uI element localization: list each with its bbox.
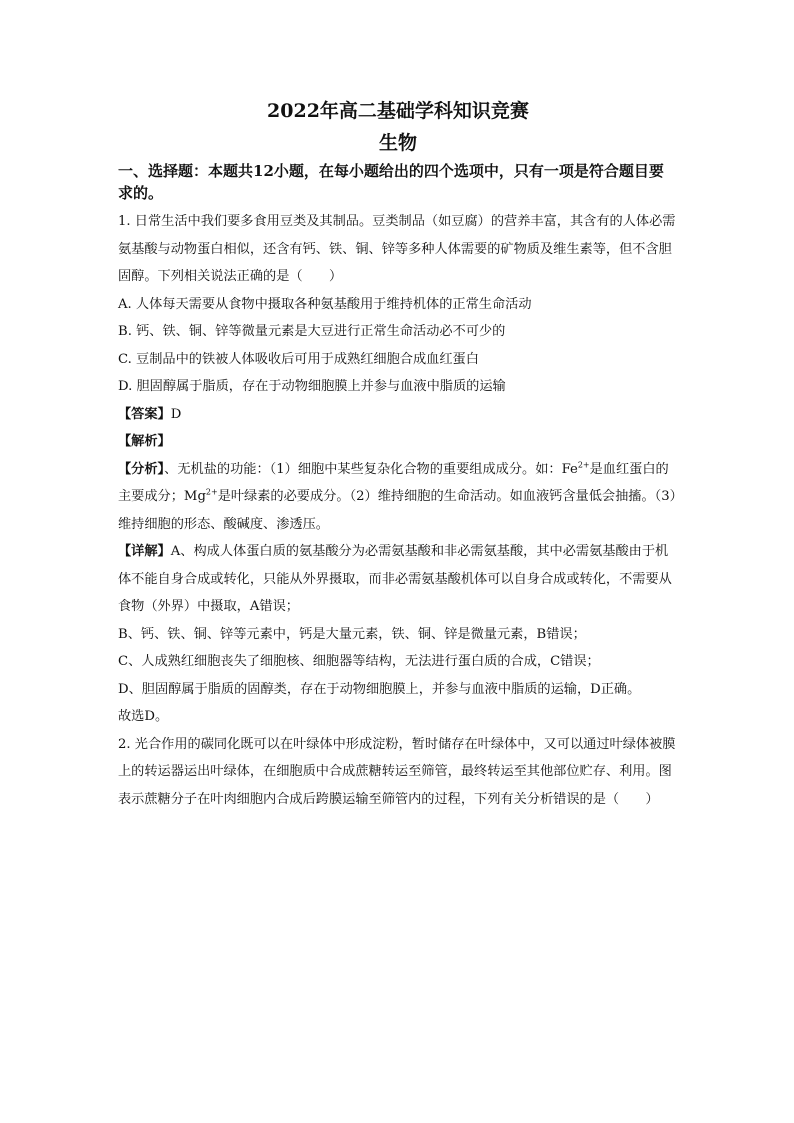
mg-charge: 2+ (205, 487, 218, 497)
fenxi-text-a: 、无机盐的功能：（1）细胞中某些复杂化合物的重要组成成分。如：Fe (164, 461, 578, 477)
fe-charge: 2+ (577, 460, 590, 470)
question-1-option-b: B. 钙、铁、铜、锌等微量元素是大豆进行正常生命活动必不可少的 (118, 324, 506, 339)
fenxi-text-c: 是叶绿素的必要成分。（2）维持细胞的生命活动。如血液钙含量低会抽搐。（3）维持细胞的形态、酸碱度、渗透压。 (118, 489, 677, 532)
detail-b: B、钙、铁、铜、锌等元素中，钙是大量元素，铁、铜、锌是微量元素，B错误； (118, 626, 586, 642)
detail-d: D、胆固醇属于脂质的固醇类，存在于动物细胞膜上，并参与血液中脂质的运输，D正确。 (118, 681, 641, 697)
question-2-stem: 2. 光合作用的碳同化既可以在叶绿体中形成淀粉，暂时储存在叶绿体中，又可以通过叶绿体被膜上的转运器运出叶绿体，在细胞质中合成蔗糖转运至筛管，最终转运至其他部位贮存、利用。图表示蔗糖分子在叶肉细胞内合成后跨膜运输至筛管内的过程，下列有关分析错误的是（ ） (118, 736, 676, 807)
xiangjie-paragraph (118, 538, 678, 621)
fenxi-label: 【分析】 (118, 461, 165, 477)
question-1-option-d: D. 胆固醇属于脂质，存在于动物细胞膜上并参与血液中脂质的运输 (118, 379, 506, 394)
subject-title: 生物 (378, 132, 417, 154)
fenxi-paragraph (118, 456, 678, 539)
conclusion: 故选D。 (118, 709, 169, 724)
answer-value: D (170, 406, 182, 422)
analysis-label: 【解析】 (118, 434, 171, 449)
document-page (118, 98, 678, 813)
answer-line (118, 401, 678, 429)
question-1-option-a: A. 人体每天需要从食物中摄取各种氨基酸用于维持机体的正常生命活动 (118, 296, 532, 312)
question-1-option-c: C. 豆制品中的铁被人体吸收后可用于成熟红细胞合成血红蛋白 (118, 351, 479, 367)
xiangjie-label: 【详解】 (118, 544, 171, 559)
xiangjie-text: A、构成人体蛋白质的氨基酸分为必需氨基酸和非必需氨基酸，其中必需氨基酸由于机体不能自身合成或转化，只能从外界摄取，而非必需氨基酸机体可以自身合成或转化，不需要从食物（外界）中摄取，A错误； (118, 544, 672, 614)
fenxi-text-b: 是血红蛋白的主要成分；Mg (118, 461, 669, 504)
question-1-stem: 1. 日常生活中我们要多食用豆类及其制品。豆类制品（如豆腐）的营养丰富，其含有的人体必需氨基酸与动物蛋白相似，还含有钙、铁、铜、锌等多种人体需要的矿物质及维生素等，但不含胆固醇。下列相关说法正确的是（ ） (118, 214, 676, 284)
answer-label: 【答案】 (118, 406, 171, 422)
page-title: 2022年高二基础学科知识竞赛 (267, 100, 529, 122)
detail-c: C、人成熟红细胞丧失了细胞核、细胞器等结构，无法进行蛋白质的合成，C错误； (118, 654, 600, 669)
section-heading: 一、选择题：本题共12小题，在每小题给出的四个选项中，只有一项是符合题目要求的。 (118, 162, 664, 202)
